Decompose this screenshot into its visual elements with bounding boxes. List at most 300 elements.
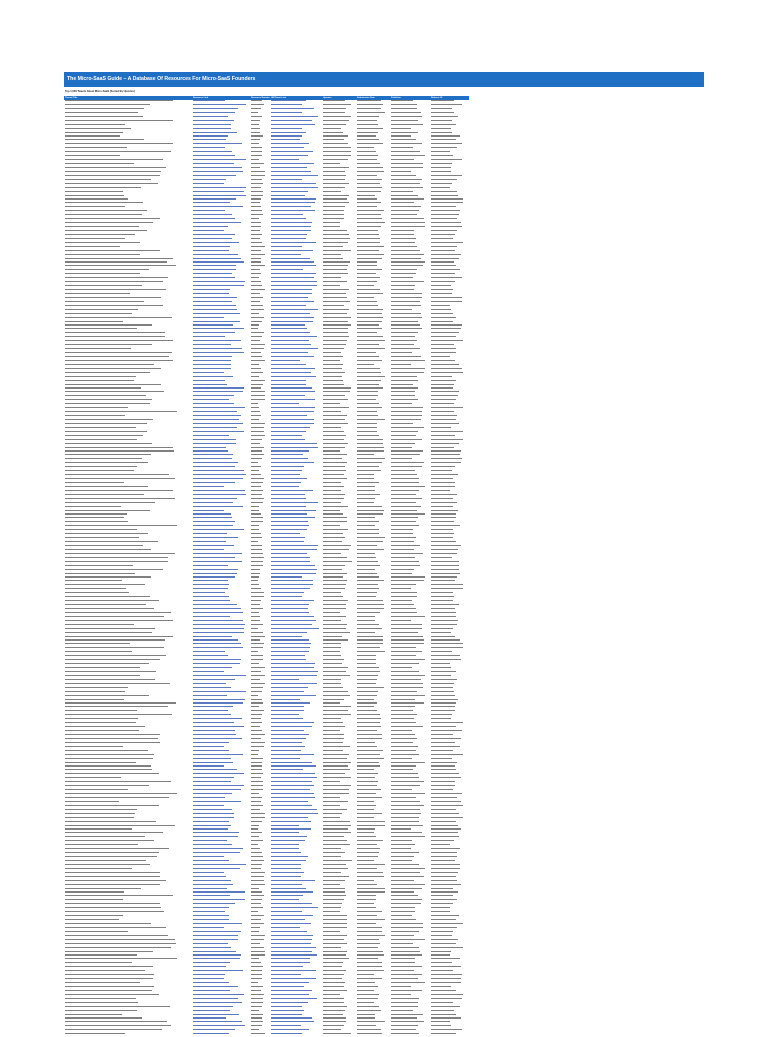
cell-text-stroke	[323, 458, 342, 459]
cell-text-stroke	[251, 899, 262, 900]
cell-text-stroke	[65, 525, 177, 526]
cell-text-stroke	[391, 462, 424, 463]
cell-text-stroke	[391, 864, 419, 865]
cell-text-stroke	[391, 702, 424, 703]
cell-text-stroke	[431, 647, 463, 648]
column-header[interactable]: HN/Tweet Link	[270, 96, 322, 100]
cell-text-stroke	[431, 683, 454, 684]
column-header[interactable]: Upvotes	[322, 96, 356, 100]
cell-text-stroke	[323, 100, 345, 101]
cell-text-stroke	[431, 699, 458, 700]
cell-text-stroke	[323, 135, 348, 136]
cell-text-stroke	[193, 695, 227, 696]
cell-text-stroke	[323, 998, 344, 999]
cell-text-stroke	[193, 553, 242, 554]
cell-text-stroke	[271, 671, 318, 672]
cell-text-stroke	[357, 899, 376, 900]
cell-text-stroke	[391, 139, 416, 140]
cell-text-stroke	[193, 569, 238, 570]
cell-text-stroke	[271, 529, 307, 530]
cell-text-stroke	[65, 482, 124, 483]
cell-text-stroke	[323, 462, 347, 463]
cell-text-stroke	[251, 293, 260, 294]
cell-text-stroke	[391, 545, 420, 546]
cell-text-stroke	[65, 458, 142, 459]
cell-text-stroke	[65, 368, 161, 369]
cell-text-stroke	[193, 415, 241, 416]
cell-text-stroke	[65, 868, 132, 869]
cell-text-stroke	[323, 994, 340, 995]
cell-text-stroke	[357, 108, 381, 109]
cell-text-stroke	[357, 777, 375, 778]
cell-text-stroke	[251, 1029, 259, 1030]
cell-text-stroke	[251, 261, 261, 262]
cell-text-stroke	[391, 387, 418, 388]
cell-text-stroke	[323, 132, 343, 133]
cell-text-stroke	[357, 490, 375, 491]
cell-text-stroke	[271, 344, 311, 345]
cell-text-stroke	[271, 884, 302, 885]
cell-text-stroke	[251, 112, 258, 113]
cell-text-stroke	[251, 671, 261, 672]
cell-text-stroke	[193, 899, 245, 900]
cell-text-stroke	[323, 935, 347, 936]
cell-text-stroke	[65, 1017, 142, 1018]
cell-text-stroke	[251, 108, 261, 109]
cell-text-stroke	[271, 490, 313, 491]
cell-text-stroke	[357, 734, 382, 735]
column-header[interactable]: Submission Date	[356, 96, 390, 100]
cell-text-stroke	[271, 561, 310, 562]
cell-text-stroke	[193, 994, 244, 995]
cell-text-stroke	[391, 828, 411, 829]
cell-text-stroke	[251, 702, 263, 703]
column-header[interactable]: Thread Title	[64, 96, 192, 100]
cell-text-stroke	[391, 584, 416, 585]
cell-text-stroke	[323, 155, 351, 156]
cell-text-stroke	[193, 718, 242, 719]
cell-text-stroke	[323, 769, 350, 770]
cell-text-stroke	[431, 387, 453, 388]
cell-text-stroke	[323, 1033, 351, 1034]
cell-text-stroke	[391, 691, 417, 692]
cell-text-stroke	[65, 580, 122, 581]
cell-text-stroke	[323, 699, 344, 700]
cell-text-stroke	[271, 226, 311, 227]
cell-text-stroke	[65, 206, 125, 207]
cell-text-stroke	[251, 880, 264, 881]
cell-text-stroke	[65, 348, 131, 349]
cell-text-stroke	[431, 183, 452, 184]
column-header[interactable]: Resource Link	[192, 96, 250, 100]
cell-text-stroke	[323, 805, 340, 806]
cell-text-stroke	[251, 864, 262, 865]
cell-text-stroke	[357, 238, 380, 239]
cell-text-stroke	[271, 454, 303, 455]
cell-text-stroke	[65, 443, 152, 444]
cell-text-stroke	[271, 1021, 314, 1022]
cell-text-stroke	[271, 891, 313, 892]
cell-text-stroke	[65, 828, 132, 829]
cell-text-stroke	[431, 915, 459, 916]
cell-text-stroke	[251, 419, 259, 420]
cell-text-stroke	[251, 128, 260, 129]
cell-text-stroke	[323, 317, 351, 318]
cell-text-stroke	[65, 427, 136, 428]
cell-text-stroke	[357, 517, 375, 518]
cell-text-stroke	[65, 301, 144, 302]
cell-text-stroke	[271, 986, 304, 987]
cell-text-stroke	[357, 494, 380, 495]
cell-text-stroke	[357, 947, 378, 948]
cell-text-stroke	[431, 962, 452, 963]
cell-text-stroke	[357, 336, 383, 337]
cell-text-stroke	[271, 919, 305, 920]
cell-text-stroke	[65, 226, 139, 227]
cell-text-stroke	[391, 710, 413, 711]
cell-text-stroke	[271, 750, 301, 751]
cell-text-stroke	[271, 868, 301, 869]
cell-text-stroke	[271, 411, 314, 412]
cell-text-stroke	[357, 289, 380, 290]
cell-text-stroke	[251, 966, 263, 967]
cell-text-stroke	[357, 872, 383, 873]
cell-text-stroke	[251, 159, 259, 160]
table-cell[interactable]	[270, 1033, 322, 1037]
cell-text-stroke	[391, 332, 418, 333]
cell-text-stroke	[65, 309, 138, 310]
cell-text-stroke	[251, 450, 262, 451]
cell-text-stroke	[193, 443, 236, 444]
cell-text-stroke	[65, 758, 153, 759]
column-header[interactable]: Resource Domain	[251, 97, 270, 99]
cell-text-stroke	[271, 998, 317, 999]
cell-text-stroke	[251, 458, 262, 459]
column-header[interactable]: Referrer ID	[430, 96, 469, 100]
cell-text-stroke	[431, 994, 463, 995]
cell-text-stroke	[271, 872, 304, 873]
cell-text-stroke	[391, 726, 423, 727]
cell-text-stroke	[431, 1025, 451, 1026]
cell-text-stroke	[271, 281, 317, 282]
cell-text-stroke	[251, 482, 263, 483]
cell-text-stroke	[271, 683, 317, 684]
cell-text-stroke	[65, 407, 128, 408]
cell-text-stroke	[271, 730, 304, 731]
cell-text-stroke	[391, 324, 420, 325]
cell-text-stroke	[65, 734, 160, 735]
cell-text-stroke	[193, 765, 224, 766]
cell-text-stroke	[251, 620, 260, 621]
cell-text-stroke	[65, 655, 166, 656]
cell-text-stroke	[391, 321, 418, 322]
cell-text-stroke	[271, 797, 315, 798]
cell-text-stroke	[271, 415, 307, 416]
cell-text-stroke	[271, 663, 315, 664]
cell-text-stroke	[193, 301, 232, 302]
cell-text-stroke	[357, 958, 378, 959]
cell-text-stroke	[431, 1006, 460, 1007]
cell-text-stroke	[357, 907, 376, 908]
cell-text-stroke	[391, 317, 422, 318]
cell-text-stroke	[251, 580, 258, 581]
cell-text-stroke	[323, 486, 344, 487]
cell-text-stroke	[193, 911, 225, 912]
cell-text-stroke	[357, 604, 384, 605]
cell-text-stroke	[357, 317, 383, 318]
cell-text-stroke	[251, 785, 263, 786]
cell-text-stroke	[391, 171, 411, 172]
cell-text-stroke	[65, 132, 123, 133]
cell-text-stroke	[323, 179, 345, 180]
column-header[interactable]: Publisher	[390, 96, 430, 100]
cell-text-stroke	[431, 596, 454, 597]
cell-text-stroke	[431, 494, 457, 495]
cell-text-stroke	[431, 840, 454, 841]
cell-text-stroke	[431, 289, 453, 290]
cell-text-stroke	[251, 250, 261, 251]
cell-text-stroke	[357, 628, 382, 629]
cell-text-stroke	[323, 368, 342, 369]
table-cell	[356, 1033, 390, 1037]
cell-text-stroke	[193, 368, 231, 369]
cell-text-stroke	[251, 521, 263, 522]
cell-text-stroke	[357, 482, 379, 483]
cell-text-stroke	[391, 277, 413, 278]
cell-text-stroke	[431, 513, 456, 514]
cell-text-stroke	[271, 380, 306, 381]
cell-text-stroke	[193, 974, 225, 975]
cell-text-stroke	[271, 836, 307, 837]
cell-text-stroke	[357, 864, 385, 865]
cell-text-stroke	[391, 1017, 417, 1018]
cell-text-stroke	[323, 112, 345, 113]
cell-text-stroke	[271, 222, 312, 223]
cell-text-stroke	[251, 376, 259, 377]
cell-text-stroke	[271, 931, 307, 932]
cell-text-stroke	[357, 888, 385, 889]
cell-text-stroke	[391, 604, 414, 605]
cell-text-stroke	[323, 344, 346, 345]
cell-text-stroke	[323, 419, 345, 420]
cell-text-stroke	[251, 860, 264, 861]
cell-text-stroke	[271, 419, 314, 420]
cell-text-stroke	[357, 848, 380, 849]
cell-text-stroke	[65, 313, 132, 314]
cell-text-stroke	[357, 714, 380, 715]
cell-text-stroke	[251, 1021, 263, 1022]
cell-text-stroke	[431, 474, 458, 475]
cell-text-stroke	[357, 612, 380, 613]
cell-text-stroke	[323, 616, 346, 617]
cell-text-stroke	[251, 368, 261, 369]
banner-title: The Micro-SaaS Guide – A Database Of Resources For Micro-SaaS Founders	[67, 76, 256, 82]
cell-text-stroke	[251, 281, 261, 282]
cell-text-stroke	[251, 781, 263, 782]
cell-text-stroke	[271, 832, 299, 833]
cell-text-stroke	[391, 852, 419, 853]
cell-text-stroke	[391, 860, 412, 861]
cell-text-stroke	[431, 600, 453, 601]
cell-text-stroke	[431, 411, 454, 412]
cell-text-stroke	[193, 139, 226, 140]
cell-text-stroke	[193, 384, 227, 385]
cell-text-stroke	[251, 840, 263, 841]
cell-text-stroke	[391, 513, 425, 514]
cell-text-stroke	[431, 998, 462, 999]
cell-text-stroke	[251, 970, 262, 971]
cell-text-stroke	[391, 762, 425, 763]
cell-text-stroke	[65, 486, 148, 487]
cell-text-stroke	[431, 679, 457, 680]
cell-text-stroke	[323, 947, 341, 948]
cell-text-stroke	[323, 517, 347, 518]
cell-text-stroke	[323, 620, 341, 621]
cell-text-stroke	[271, 990, 312, 991]
cell-text-stroke	[251, 179, 262, 180]
cell-text-stroke	[65, 801, 119, 802]
cell-text-stroke	[357, 919, 385, 920]
cell-text-stroke	[65, 974, 154, 975]
cell-text-stroke	[391, 340, 417, 341]
cell-text-stroke	[323, 659, 344, 660]
cell-text-stroke	[251, 695, 258, 696]
cell-text-stroke	[65, 765, 151, 766]
cell-text-stroke	[431, 206, 456, 207]
cell-text-stroke	[251, 415, 261, 416]
cell-text-stroke	[251, 498, 264, 499]
cell-text-stroke	[251, 687, 263, 688]
cell-text-stroke	[65, 246, 120, 247]
cell-text-stroke	[391, 411, 422, 412]
cell-text-stroke	[391, 769, 413, 770]
cell-text-stroke	[391, 293, 422, 294]
cell-text-stroke	[65, 923, 151, 924]
cell-text-stroke	[193, 258, 241, 259]
table-cell	[322, 1033, 356, 1037]
cell-text-stroke	[431, 856, 457, 857]
cell-text-stroke	[391, 636, 423, 637]
cell-text-stroke	[271, 695, 316, 696]
cell-text-stroke	[357, 332, 377, 333]
cell-text-stroke	[431, 391, 459, 392]
table-cell[interactable]	[192, 1033, 250, 1037]
cell-text-stroke	[357, 1006, 379, 1007]
cell-text-stroke	[271, 155, 308, 156]
cell-text-stroke	[431, 777, 461, 778]
cell-text-stroke	[323, 250, 351, 251]
cell-text-stroke	[271, 604, 309, 605]
cell-text-stroke	[357, 856, 378, 857]
cell-text-stroke	[357, 344, 379, 345]
cell-text-stroke	[193, 738, 242, 739]
cell-text-stroke	[251, 584, 259, 585]
cell-text-stroke	[357, 836, 376, 837]
cell-text-stroke	[391, 671, 419, 672]
cell-text-stroke	[323, 277, 341, 278]
cell-text-stroke	[65, 293, 130, 294]
cell-text-stroke	[65, 844, 138, 845]
cell-text-stroke	[357, 450, 384, 451]
cell-text-stroke	[431, 321, 453, 322]
cell-text-stroke	[193, 986, 238, 987]
cell-text-stroke	[251, 494, 262, 495]
cell-text-stroke	[251, 954, 265, 955]
cell-text-stroke	[391, 261, 425, 262]
cell-text-stroke	[65, 864, 150, 865]
cell-text-stroke	[193, 600, 230, 601]
cell-text-stroke	[323, 1029, 341, 1030]
cell-text-stroke	[323, 561, 352, 562]
cell-text-stroke	[357, 931, 382, 932]
cell-text-stroke	[251, 758, 263, 759]
cell-text-stroke	[357, 462, 382, 463]
cell-text-stroke	[193, 380, 225, 381]
cell-text-stroke	[251, 506, 259, 507]
cell-text-stroke	[251, 643, 264, 644]
cell-text-stroke	[193, 777, 234, 778]
cell-text-stroke	[193, 1029, 235, 1030]
cell-text-stroke	[193, 785, 244, 786]
cell-text-stroke	[391, 639, 424, 640]
cell-text-stroke	[431, 734, 453, 735]
cell-text-stroke	[65, 104, 150, 105]
cell-text-stroke	[271, 962, 310, 963]
table-cell	[64, 1033, 192, 1037]
cell-text-stroke	[251, 403, 258, 404]
cell-text-stroke	[431, 242, 463, 243]
cell-text-stroke	[193, 435, 229, 436]
cell-text-stroke	[251, 269, 260, 270]
cell-text-stroke	[357, 679, 377, 680]
cell-text-stroke	[391, 706, 415, 707]
cell-text-stroke	[431, 793, 462, 794]
cell-text-stroke	[323, 403, 340, 404]
cell-text-stroke	[391, 974, 422, 975]
cell-text-stroke	[271, 124, 315, 125]
cell-text-stroke	[271, 1029, 309, 1030]
cell-text-stroke	[193, 588, 228, 589]
cell-text-stroke	[323, 888, 345, 889]
cell-text-stroke	[65, 553, 175, 554]
cell-text-stroke	[431, 573, 460, 574]
cell-text-stroke	[193, 482, 235, 483]
cell-text-stroke	[323, 384, 344, 385]
cell-text-stroke	[431, 175, 462, 176]
cell-text-stroke	[65, 466, 137, 467]
cell-text-stroke	[323, 1025, 344, 1026]
cell-text-stroke	[193, 951, 236, 952]
cell-text-stroke	[193, 797, 225, 798]
cell-text-stroke	[65, 998, 136, 999]
cell-text-stroke	[391, 939, 425, 940]
cell-text-stroke	[431, 990, 456, 991]
cell-text-stroke	[251, 714, 262, 715]
cell-text-stroke	[271, 486, 299, 487]
cell-text-stroke	[431, 584, 463, 585]
cell-text-stroke	[65, 848, 169, 849]
cell-text-stroke	[65, 128, 131, 129]
cell-text-stroke	[357, 183, 380, 184]
cell-text-stroke	[323, 202, 349, 203]
cell-text-stroke	[251, 435, 265, 436]
cell-text-stroke	[431, 805, 463, 806]
cell-text-stroke	[65, 978, 153, 979]
cell-text-stroke	[251, 1002, 263, 1003]
cell-text-stroke	[251, 675, 265, 676]
cell-text-stroke	[357, 773, 378, 774]
cell-text-stroke	[431, 108, 452, 109]
